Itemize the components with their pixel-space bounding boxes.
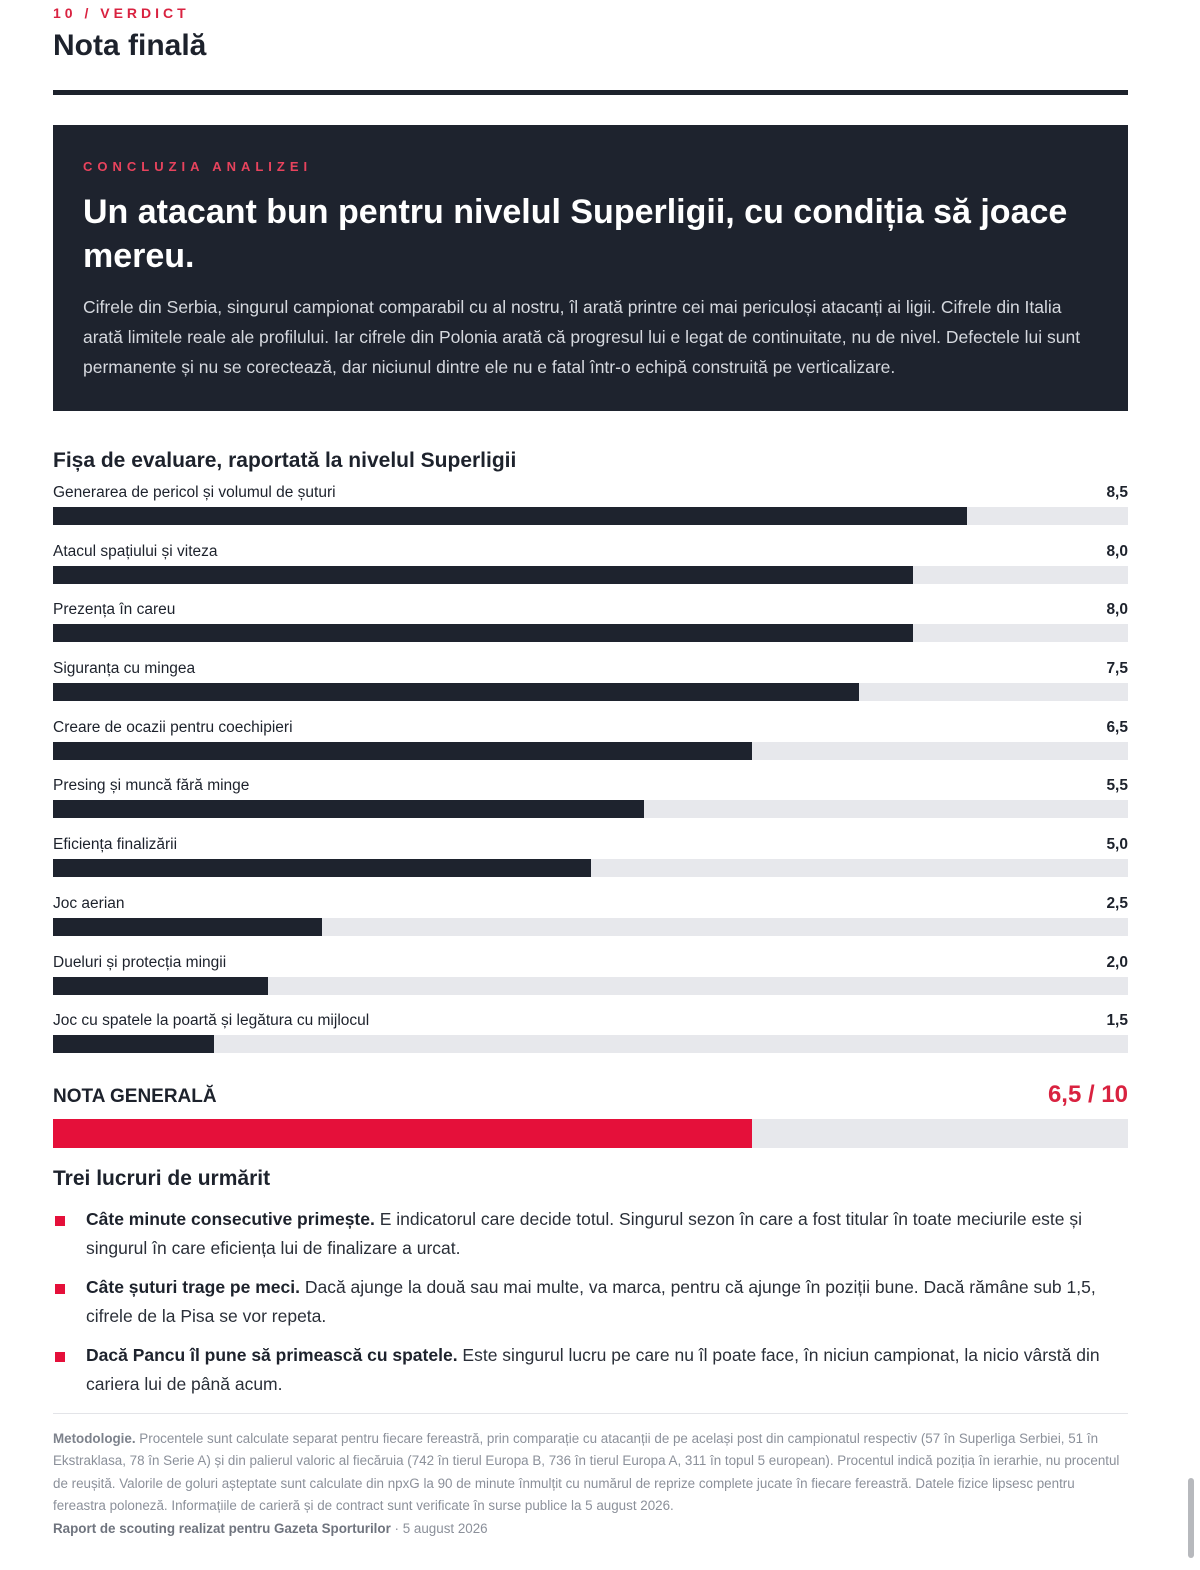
- methodology-text: Procentele sunt calculate separat pentru fiecare fereastră, prin comparație cu atacanții de pe același post din campionatul respectiv (57 în Superliga Serbiei, 51 în Ekstraklasa, 78 în Serie A) și din palierul valoric al fiecăruia (742 în tierul Europa B, 736 în tierul Europa A, 311 în topul 5 european). Procentul indică poziția în ierarhie, nu procentul de reușită. Valorile de goluri așteptate sunt calculate din npxG la 90 de minute înmulțit cu numărul de reprize complete jucate în fiecare fereastră. Datele fizice lipsesc pentru fereastra poloneză. Informațiile de carieră și de contract sunt verificate în surse publice la 5 august 2026.: [53, 1430, 1120, 1514]
- evaluation-row: [53, 717, 1128, 776]
- overall-label: NOTA GENERALĂ: [53, 1085, 217, 1107]
- evaluation-row-fill-bar: [53, 1035, 214, 1053]
- evaluation-row-track: [53, 742, 1128, 760]
- evaluation-row-fill-bar: [53, 683, 859, 701]
- evaluation-row: [53, 482, 1128, 541]
- evaluation-row-fill-bar: [53, 742, 752, 760]
- title-divider: [53, 90, 1128, 95]
- evaluation-row-value: 8,0: [1106, 601, 1128, 619]
- red-square-bullet-icon: [55, 1284, 65, 1294]
- evaluation-row-track: [53, 918, 1128, 936]
- overall-score: [53, 1081, 1128, 1161]
- evaluation-row-fill-bar: [53, 507, 967, 525]
- evaluation-row: [53, 658, 1128, 717]
- evaluation-row-label: Presing și muncă fără minge: [53, 777, 250, 795]
- evaluation-row-value: 8,5: [1106, 484, 1128, 501]
- evaluation-row-label: Generarea de pericol și volumul de șuturi: [53, 484, 336, 501]
- overall-value: 6,5 / 10: [1047, 1080, 1128, 1108]
- evaluation-row: [53, 1010, 1128, 1069]
- evaluation-row-value: 6,5: [1106, 718, 1128, 736]
- watch-item-title: Dacă Pancu îl pune să primească cu spatele.: [86, 1344, 458, 1365]
- evaluation-row-value: 1,5: [1106, 1012, 1128, 1030]
- evaluation-row-track: [53, 1035, 1128, 1053]
- evaluation-row-fill-bar: [53, 624, 913, 642]
- evaluation-row-label: Joc cu spatele la poartă și legătura cu mijlocul: [53, 1012, 370, 1030]
- conclusion-card: [53, 125, 1128, 411]
- evaluation-row-label: Atacul spațiului și viteza: [53, 542, 218, 560]
- evaluation-row: [53, 952, 1128, 1011]
- credit-separator: ·: [394, 1520, 399, 1536]
- watch-item-text: Este singurul lucru pe care nu îl poate face, în niciun campionat, la nicio vârstă din cariera lui de până acum.: [86, 1344, 1100, 1394]
- evaluation-row-track: [53, 566, 1128, 584]
- evaluation-row-track: [53, 859, 1128, 877]
- watch-item: [53, 1273, 1128, 1331]
- evaluation-row-value: 5,0: [1106, 836, 1128, 854]
- evaluation-row: [53, 541, 1128, 600]
- conclusion-title: Un atacant bun pentru nivelul Superligii, cu condiția să joace mereu.: [83, 193, 1068, 275]
- red-square-bullet-icon: [55, 1216, 65, 1226]
- watch-item: [53, 1205, 1128, 1263]
- evaluation-row-fill-bar: [53, 859, 591, 877]
- methodology-note: [53, 1428, 1128, 1518]
- evaluation-row-fill-bar: [53, 977, 268, 995]
- evaluation-heading: Fișa de evaluare, raportată la nivelul Superligii: [53, 449, 517, 472]
- evaluation-row-label: Siguranța cu mingea: [53, 660, 196, 678]
- evaluation-row: [53, 775, 1128, 834]
- section-number: 10 / VERDICT: [53, 5, 190, 21]
- report-date: 5 august 2026: [402, 1520, 488, 1536]
- evaluation-row: [53, 834, 1128, 893]
- watch-list: [53, 1205, 1128, 1399]
- evaluation-row: [53, 599, 1128, 658]
- conclusion-kicker: CONCLUZIA ANALIZEI: [83, 159, 313, 174]
- watch-item: [53, 1341, 1128, 1399]
- watch-item-text: E indicatorul care decide totul. Singurul sezon în care a fost titular în toate meciurile este și singurul în care eficiența lui de finalizare a urcat.: [86, 1208, 1083, 1258]
- overall-fill-bar: [53, 1119, 752, 1148]
- evaluation-row-track: [53, 624, 1128, 642]
- methodology-label: Metodologie.: [53, 1430, 136, 1446]
- evaluation-row-track: [53, 683, 1128, 701]
- evaluation-list: [53, 482, 1128, 1069]
- overall-track: [53, 1119, 1128, 1148]
- credit-text: Raport de scouting realizat pentru Gazeta Sporturilor: [53, 1520, 391, 1536]
- evaluation-row-value: 2,5: [1106, 894, 1128, 912]
- evaluation-row-label: Prezența în careu: [53, 601, 176, 619]
- footer-divider: [53, 1413, 1128, 1414]
- evaluation-row: [53, 893, 1128, 952]
- report-credit: [53, 1518, 1128, 1540]
- conclusion-text: Cifrele din Serbia, singurul campionat comparabil cu al nostru, îl arată printre cei mai periculoși atacanți ai ligii. Cifrele din Italia arată limitele reale ale profilului. Iar cifrele din Polonia arată că progresul lui e legat de continuitate, nu de nivel. Defectele lui sunt permanente și nu se corectează, dar niciunul dintre ele nu e fatal într-o echipă construită pe verticalizare.: [83, 297, 1081, 377]
- evaluation-row-label: Joc aerian: [53, 894, 125, 912]
- evaluation-row-value: 8,0: [1106, 542, 1128, 560]
- red-square-bullet-icon: [55, 1352, 65, 1362]
- evaluation-row-value: 5,5: [1106, 777, 1128, 795]
- evaluation-row-track: [53, 800, 1128, 818]
- evaluation-row-label: Creare de ocazii pentru coechipieri: [53, 718, 293, 736]
- watch-heading: Trei lucruri de urmărit: [53, 1166, 271, 1190]
- watch-item-title: Câte minute consecutive primește.: [86, 1208, 375, 1229]
- evaluation-row-value: 2,0: [1106, 953, 1128, 971]
- page-title: Nota finală: [53, 29, 207, 62]
- scrollbar-thumb[interactable]: [1188, 1478, 1194, 1558]
- evaluation-row-label: Dueluri și protecția mingii: [53, 953, 227, 971]
- verdict-section: [53, 0, 1128, 1540]
- watch-item-text: Dacă ajunge la două sau mai multe, va marca, pentru că ajunge în poziții bune. Dacă rămâne sub 1,5, cifrele de la Pisa se vor repeta.: [86, 1276, 1096, 1326]
- evaluation-row-label: Eficiența finalizării: [53, 836, 178, 854]
- evaluation-row-fill-bar: [53, 800, 644, 818]
- watch-item-title: Câte șuturi trage pe meci.: [86, 1276, 300, 1297]
- evaluation-row-fill-bar: [53, 566, 913, 584]
- evaluation-row-fill-bar: [53, 918, 322, 936]
- evaluation-row-track: [53, 977, 1128, 995]
- evaluation-row-value: 7,5: [1106, 660, 1128, 678]
- evaluation-row-track: [53, 507, 1128, 525]
